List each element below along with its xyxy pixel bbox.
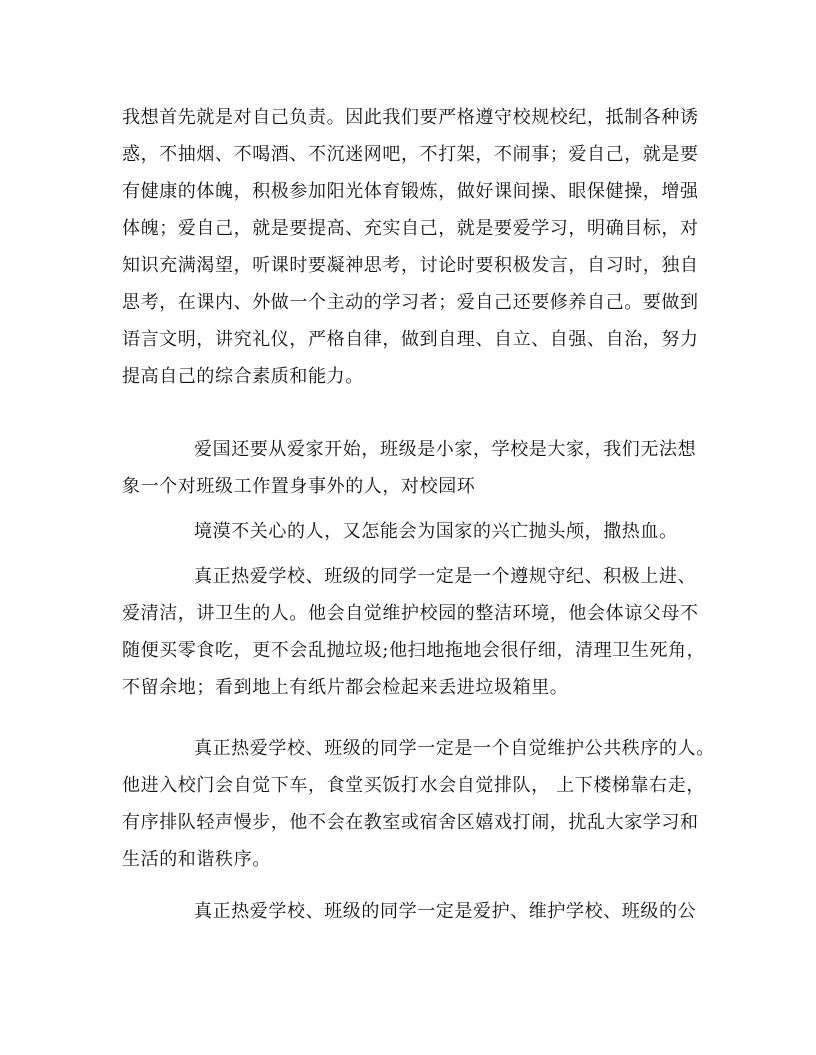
text-line: 语言文明，讲究礼仪，严格自律，做到自理、自立、自强、自治，努力 — [122, 329, 699, 350]
text-line: 他进入校门会自觉下车，食堂买饭打水会自觉排队， 上下楼梯靠右走， — [122, 775, 705, 796]
text-line: 爱国还要从爱家开始，班级是小家，学校是大家，我们无法想 — [194, 439, 697, 460]
text-line: 惑，不抽烟、不喝酒、不沉迷网吧，不打架，不闹事；爱自己，就是要 — [122, 144, 699, 165]
text-line: 爱清洁，讲卫生的人。他会自觉维护校园的整洁环境，他会体谅父母不 — [122, 603, 699, 624]
text-line: 真正热爱学校、班级的同学一定是一个遵规守纪、积极上进、 — [194, 566, 697, 587]
text-line: 体魄；爱自己，就是要提高、充实自己，就是要爱学习，明确目标，对 — [122, 218, 699, 239]
text-line: 生活的和谐秩序。 — [122, 849, 271, 870]
text-line: 有健康的体魄，积极参加阳光体育锻炼，做好课间操、眼保健操，增强 — [122, 181, 699, 202]
text-line: 象一个对班级工作置身事外的人，对校园环 — [122, 476, 476, 497]
text-line: 真正热爱学校、班级的同学一定是爱护、维护学校、班级的公 — [194, 901, 697, 922]
text-line: 我想首先就是对自己负责。因此我们要严格遵守校规校纪，抵制各种诱 — [122, 107, 699, 128]
text-line: 随便买零食吃，更不会乱抛垃圾;他扫地拖地会很仔细，清理卫生死角， — [122, 640, 706, 661]
text-line: 不留余地；看到地上有纸片都会检起来丢进垃圾箱里。 — [122, 677, 569, 698]
text-line: 知识充满渴望，听课时要凝神思考，讨论时要积极发言，自习时，独自 — [122, 255, 699, 276]
text-line: 有序排队轻声慢步，他不会在教室或宿舍区嬉戏打闹，扰乱大家学习和 — [122, 812, 699, 833]
text-line: 思考，在课内、外做一个主动的学习者；爱自己还要修养自己。要做到 — [122, 292, 699, 313]
text-line: 提高自己的综合素质和能力。 — [122, 366, 364, 387]
text-line: 真正热爱学校、班级的同学一定是一个自觉维护公共秩序的人。 — [194, 738, 715, 759]
text-line: 境漠不关心的人，又怎能会为国家的兴亡抛头颅，撒热血。 — [194, 521, 678, 542]
